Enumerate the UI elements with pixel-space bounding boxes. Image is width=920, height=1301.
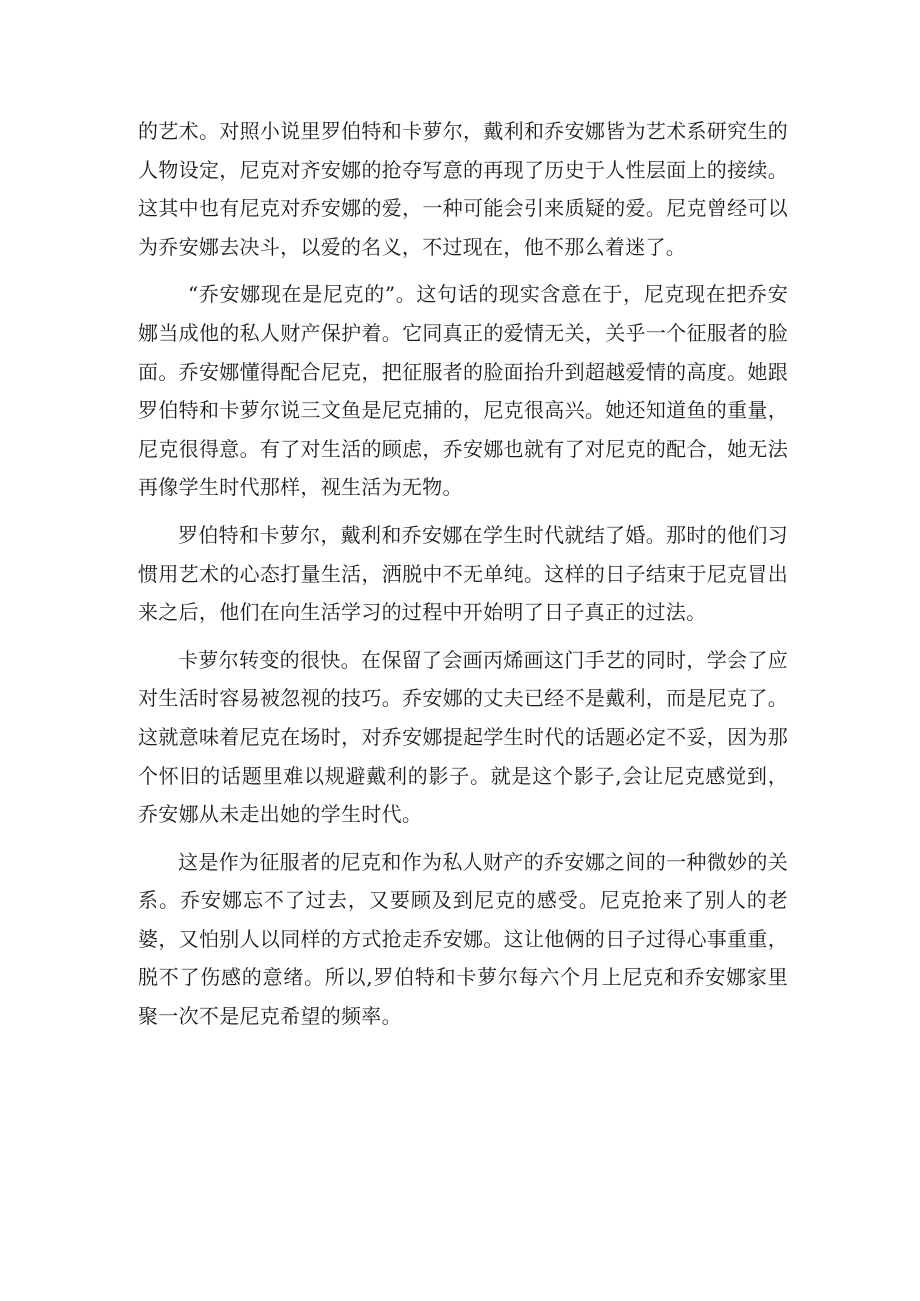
paragraph-2: “乔安娜现在是尼克的”。这句话的现实含意在于，尼克现在把乔安娜当成他的私人财产保护着。它同真正的爱情无关，关乎一个征服者的脸面。乔安娜懂得配合尼克，把征服者的脸面抬升到超越爱情的高度。她跟罗伯特和卡萝尔说三文鱼是尼克捕的，尼克很高兴。她还知道鱼的重量，尼克很得意。有了对生活的顾虑，乔安娜也就有了对尼克的配合，她无法再像学生时代那样，视生活为无物。 xyxy=(138,282,788,500)
document-body xyxy=(138,112,788,1045)
paragraph-4: 卡萝尔转变的很快。在保留了会画丙烯画这门手艺的同时，学会了应对生活时容易被忽视的技巧。乔安娜的丈夫已经不是戴利，而是尼克了。这就意味着尼克在场时，对乔安娜提起学生时代的话题必定不妥，因为那个怀旧的话题里难以规避戴利的影子。就是这个影子,会让尼克感觉到，乔安娜从未走出她的学生时代。 xyxy=(138,647,788,827)
paragraph-3: 罗伯特和卡萝尔，戴利和乔安娜在学生时代就结了婚。那时的他们习惯用艺术的心态打量生活，洒脱中不无单纯。这样的日子结束于尼克冒出来之后，他们在向生活学习的过程中开始明了日子真正的过法。 xyxy=(138,522,788,625)
paragraph-1: 的艺术。对照小说里罗伯特和卡萝尔，戴利和乔安娜皆为艺术系研究生的人物设定，尼克对齐安娜的抢夺写意的再现了历史于人性层面上的接续。这其中也有尼克对乔安娜的爱，一种可能会引来质疑的爱。尼克曾经可以为乔安娜去决斗，以爱的名义，不过现在，他不那么着迷了。 xyxy=(138,119,788,259)
paragraph-5: 这是作为征服者的尼克和作为私人财产的乔安娜之间的一种微妙的关系。乔安娜忘不了过去，又要顾及到尼克的感受。尼克抢来了别人的老婆，又怕别人以同样的方式抢走乔安娜。这让他俩的日子过得心事重重，脱不了伤感的意绪。所以,罗伯特和卡萝尔每六个月上尼克和乔安娜家里聚一次不是尼克希望的频率。 xyxy=(138,849,788,1029)
